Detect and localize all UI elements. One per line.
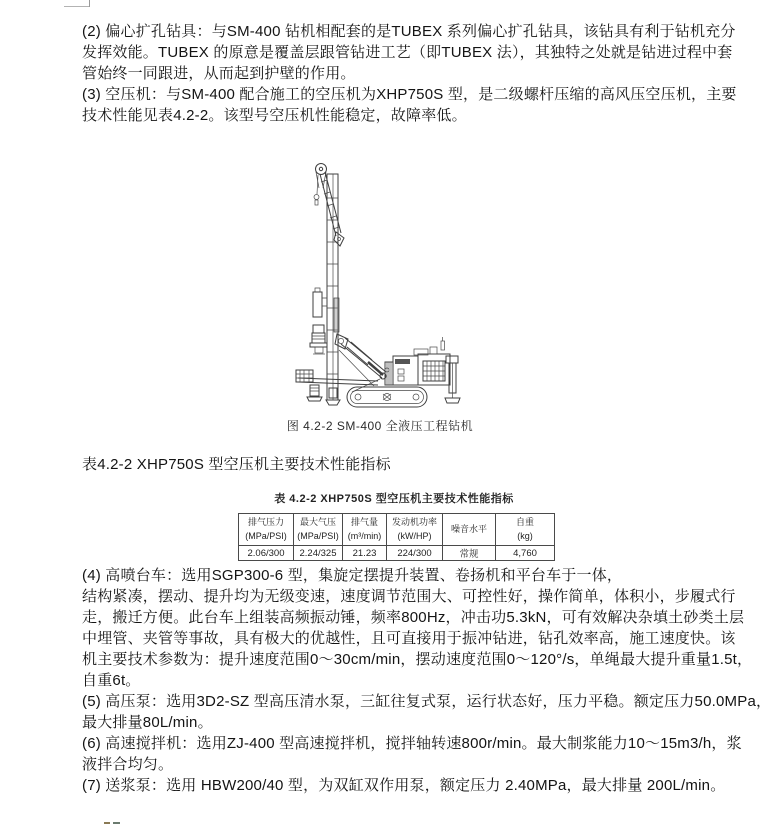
text-line: 机主要技术参数为：提升速度范围0～30cm/min，摆动速度范围0～120°/s，单绳最大提升重量1.5t， — [82, 651, 753, 668]
text-line: (3) 空压机：与SM-400 配合施工的空压机为XHP750S 型，是二级螺杆压缩的高风压空压机，主要 — [82, 86, 737, 103]
text-line: 自重6t。 — [82, 672, 141, 689]
table-value-row — [239, 546, 555, 561]
table-heading: 表4.2-2 XHP750S 型空压机主要技术性能指标 — [82, 456, 391, 473]
text-line: 发挥效能。TUBEX 的原意是覆盖层跟管钻进工艺（即TUBEX 法），其独特之处就是钻进过程中套 — [82, 44, 733, 61]
table-cell: 2.24/325 — [294, 546, 343, 561]
figure-drawing-sm400 — [290, 148, 530, 408]
spec-table — [238, 513, 555, 561]
cutoff-text-fragment — [113, 822, 120, 824]
table-header-cell — [387, 514, 443, 546]
text-line: 结构紧凑，摆动、提升均为无级变速，速度调节范围大、可控性好，操作简单，体积小，步履式行 — [82, 588, 736, 605]
column-name: 最大气压 — [299, 517, 336, 528]
figure-sm400-drill-rig — [290, 148, 530, 408]
table-cell: 常规 — [443, 546, 496, 561]
column-unit: (MPa/PSI) — [297, 530, 339, 541]
column-unit: (MPa/PSI) — [245, 530, 287, 541]
column-unit: (m³/min) — [347, 530, 382, 541]
paragraph-block-top — [82, 21, 737, 126]
table-caption: 表 4.2-2 XHP750S 型空压机主要技术性能指标 — [274, 493, 514, 505]
text-line: 液拌合均匀。 — [82, 756, 174, 773]
text-line: 中埋管、夹管等事故，具有极大的优越性，且可直接用于振冲钻进，钻孔效率高，施工速度快。该 — [82, 630, 736, 647]
table-header-row — [239, 514, 555, 546]
column-unit: (kg) — [517, 530, 533, 541]
table-header-cell — [496, 514, 555, 546]
text-line: (6) 高速搅拌机：选用ZJ-400 型高速搅拌机，搅拌轴转速800r/min。最大制浆能力10～15m3/h，浆 — [82, 735, 742, 752]
table-cell: 2.06/300 — [239, 546, 294, 561]
column-name: 自重 — [515, 517, 534, 528]
cutoff-text-fragment — [104, 822, 110, 824]
page-margin-mark-horizontal — [64, 6, 90, 7]
table-header-cell — [443, 514, 496, 546]
text-line: 最大排量80L/min。 — [82, 714, 213, 731]
text-line: 技术性能见表4.2-2。该型号空压机性能稳定，故障率低。 — [82, 107, 467, 124]
paragraph-block-bottom — [82, 565, 772, 796]
page-margin-mark-vertical — [89, 0, 90, 7]
table-header-cell — [239, 514, 294, 546]
text-line: (2) 偏心扩孔钻具：与SM-400 钻机相配套的是TUBEX 系列偏心扩孔钻具，该钻具有利于钻机充分 — [82, 23, 736, 40]
text-line: (5) 高压泵：选用3D2-SZ 型高压清水泵，三缸往复式泵，运行状态好，压力平稳。额定压力50.0MPa， — [82, 693, 772, 710]
column-name: 噪音水平 — [450, 523, 487, 534]
column-unit: (kW/HP) — [397, 530, 432, 541]
text-line: 管始终一同跟进，从而起到护壁的作用。 — [82, 65, 356, 82]
column-name: 发动机功率 — [391, 517, 437, 528]
figure-caption: 图 4.2-2 SM-400 全液压工程钻机 — [286, 419, 474, 433]
table-header-cell — [294, 514, 343, 546]
table-cell: 4,760 — [496, 546, 555, 561]
table-cell: 224/300 — [387, 546, 443, 561]
table-cell: 21.23 — [343, 546, 387, 561]
text-line: (7) 送浆泵：选用 HBW200/40 型，为双缸双作用泵，额定压力 2.40MPa，最大排量 200L/min。 — [82, 777, 726, 794]
column-name: 排气量 — [350, 517, 378, 528]
column-name: 排气压力 — [247, 517, 284, 528]
spec-table-image — [238, 490, 550, 561]
text-line: (4) 高喷台车：选用SGP300-6 型，集旋定摆提升装置、卷扬机和平台车于一体， — [82, 567, 623, 584]
table-header-cell — [343, 514, 387, 546]
text-line: 走，搬迁方便。此台车上组装高频振动锤，频率800Hz，冲击功5.3kN，可有效解决杂填土砂类土层 — [82, 609, 745, 626]
